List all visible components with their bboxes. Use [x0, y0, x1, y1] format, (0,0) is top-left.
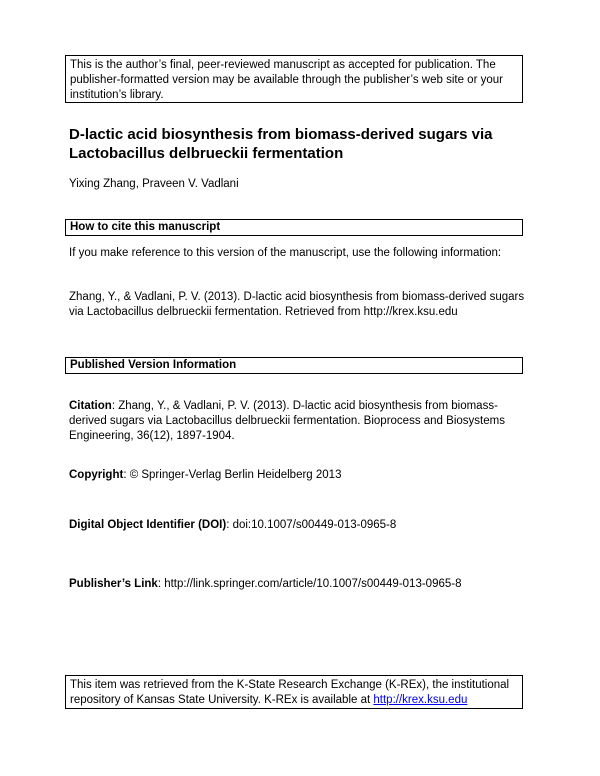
cite-section-header — [65, 219, 523, 236]
paper-title: D-lactic acid biosynthesis from biomass-derived sugars via Lactobacillus delbrueckii fermentation — [69, 126, 493, 162]
citation-label: Citation — [69, 400, 112, 412]
author-manuscript-notice — [65, 55, 523, 103]
publisher-link-text: : http://link.springer.com/article/10.1007/s00449-013-0965-8 — [157, 578, 462, 590]
citation-block — [69, 399, 529, 444]
published-version-header — [65, 357, 523, 374]
published-version-header-label: Published Version Information — [70, 359, 237, 371]
doi-text: : doi:10.1007/s00449-013-0965-8 — [226, 519, 397, 531]
publisher-link-label: Publisher’s Link — [69, 578, 158, 590]
citation-text: : Zhang, Y., & Vadlani, P. V. (2013). D-lactic acid biosynthesis from biomass-derived sugars via Lactobacillus delbrueckii fermentation. Bioprocess and Biosystems Engineering, 36(12), 1897-1904. — [69, 400, 505, 442]
paper-authors: Yixing Zhang, Praveen V. Vadlani — [69, 178, 239, 190]
doi-block — [69, 518, 529, 533]
publisher-link-block — [69, 577, 529, 592]
krex-link[interactable]: http://krex.ksu.edu — [373, 694, 468, 706]
copyright-label: Copyright — [69, 469, 124, 481]
krex-notice-text: This item was retrieved from the K-State Research Exchange (K-REx), the institutional repository of Kansas State University. K-REx is available at — [70, 679, 510, 706]
manuscript-reference: Zhang, Y., & Vadlani, P. V. (2013). D-lactic acid biosynthesis from biomass-derived sugars via Lactobacillus delbrueckii fermentation. Retrieved from http://krex.ksu.edu — [69, 291, 525, 318]
cite-instructions: If you make reference to this version of the manuscript, use the following information: — [69, 247, 502, 259]
krex-notice — [65, 675, 523, 709]
copyright-block — [69, 468, 529, 483]
copyright-text: : © Springer-Verlag Berlin Heidelberg 2013 — [123, 469, 342, 481]
doi-label: Digital Object Identifier (DOI) — [69, 519, 227, 531]
author-manuscript-notice-text: This is the author’s final, peer-reviewed manuscript as accepted for publication. The publisher-formatted version may be available through the publisher’s web site or your institution’s library. — [70, 59, 503, 101]
cite-section-header-label: How to cite this manuscript — [70, 221, 221, 233]
